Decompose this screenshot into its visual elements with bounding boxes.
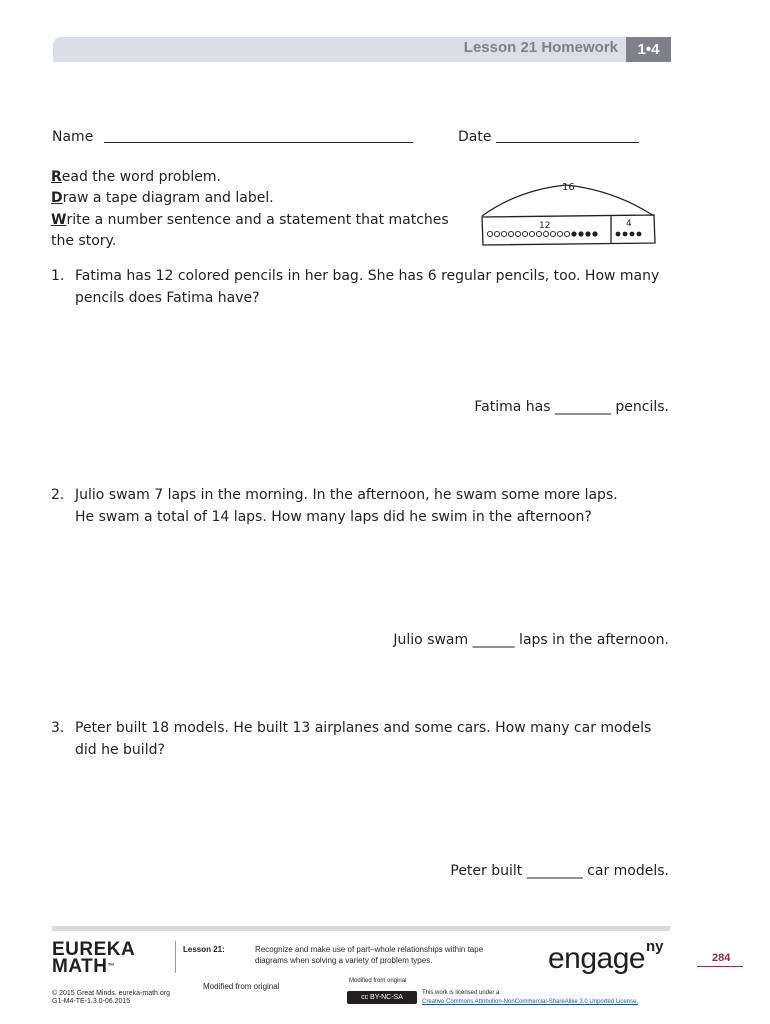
page-number-rule bbox=[697, 966, 743, 967]
name-field-line[interactable] bbox=[104, 142, 413, 143]
problem-2-answer[interactable]: Julio swam ______ laps in the afternoon. bbox=[393, 632, 669, 648]
tape-filled-circles bbox=[571, 231, 641, 236]
problem-2-line-1: Julio swam 7 laps in the morning. In the afternoon, he swam some more laps. bbox=[75, 487, 618, 503]
license-text: This work is licensed under a bbox=[422, 990, 500, 996]
footer-rule bbox=[52, 926, 670, 931]
footer-lesson-label: Lesson 21: bbox=[183, 945, 225, 954]
header-badge: 1•4 bbox=[626, 37, 671, 62]
instruction-text: raw a tape diagram and label. bbox=[62, 190, 274, 206]
header-title: Lesson 21 Homework bbox=[463, 39, 618, 56]
footer-lesson-desc-1: Recognize and make use of part–whole relationships within tape bbox=[255, 945, 484, 954]
modified-note: Modified from original bbox=[203, 982, 280, 991]
problem-3-line-2: did he build? bbox=[75, 742, 165, 758]
problem-1-line-1: Fatima has 12 colored pencils in her bag. She has 6 regular pencils, too. How many bbox=[75, 268, 660, 284]
instruction-initial: D bbox=[51, 190, 63, 206]
engageny-logo-ny: ny bbox=[646, 938, 664, 955]
license-link[interactable]: Creative Commons Attribution-NonCommercial-ShareAlike 3.0 Unported License. bbox=[422, 999, 639, 1005]
instruction-draw bbox=[51, 189, 274, 207]
instruction-initial: W bbox=[51, 212, 67, 228]
problem-3-line-1: Peter built 18 models. He built 13 airplanes and some cars. How many car models bbox=[75, 720, 652, 736]
cc-license-badge-icon[interactable]: cc BY-NC-SA bbox=[347, 991, 417, 1004]
tape-total-label: 16 bbox=[562, 182, 575, 193]
date-field-line[interactable] bbox=[496, 142, 639, 143]
copyright-line-2: G1-M4-TE-1.3.0-06.2015 bbox=[52, 998, 131, 1005]
problem-1-number: 1. bbox=[51, 268, 65, 284]
problem-3-answer[interactable]: Peter built ________ car models. bbox=[450, 863, 669, 879]
engageny-logo: engage bbox=[548, 942, 646, 975]
tape-part-a-label: 12 bbox=[539, 221, 551, 231]
date-label: Date bbox=[458, 129, 492, 145]
logo-line-2: MATH™ bbox=[52, 956, 115, 977]
eureka-math-logo bbox=[52, 941, 135, 975]
logo-line-1: EUREKA bbox=[52, 939, 136, 960]
problem-3-number: 3. bbox=[51, 720, 65, 736]
modified-note-small: Modified from original bbox=[349, 978, 407, 984]
instruction-text: rite a number sentence and a statement that matches bbox=[66, 212, 449, 228]
instruction-story bbox=[51, 232, 116, 250]
example-tape-diagram bbox=[478, 176, 660, 252]
instruction-text: the story. bbox=[51, 233, 117, 249]
tape-part-b-label: 4 bbox=[626, 219, 632, 229]
footer-lesson-desc-2: diagrams when solving a variety of problem types. bbox=[255, 956, 433, 965]
page-number: 284 bbox=[712, 952, 731, 964]
problem-2-number: 2. bbox=[51, 487, 65, 503]
problem-1-answer[interactable]: Fatima has ________ pencils. bbox=[474, 399, 669, 415]
instruction-initial: R bbox=[51, 169, 62, 185]
problem-2-line-2: He swam a total of 14 laps. How many laps did he swim in the afternoon? bbox=[75, 509, 592, 525]
instruction-text: ead the word problem. bbox=[61, 169, 221, 185]
problem-1-line-2: pencils does Fatima have? bbox=[75, 290, 260, 306]
footer-divider bbox=[175, 941, 176, 973]
name-label: Name bbox=[52, 129, 94, 145]
instruction-read bbox=[51, 168, 221, 186]
copyright-line-1: © 2015 Great Minds. eureka-math.org bbox=[52, 990, 170, 997]
instruction-write bbox=[51, 211, 449, 229]
tape-open-circles bbox=[487, 231, 569, 236]
